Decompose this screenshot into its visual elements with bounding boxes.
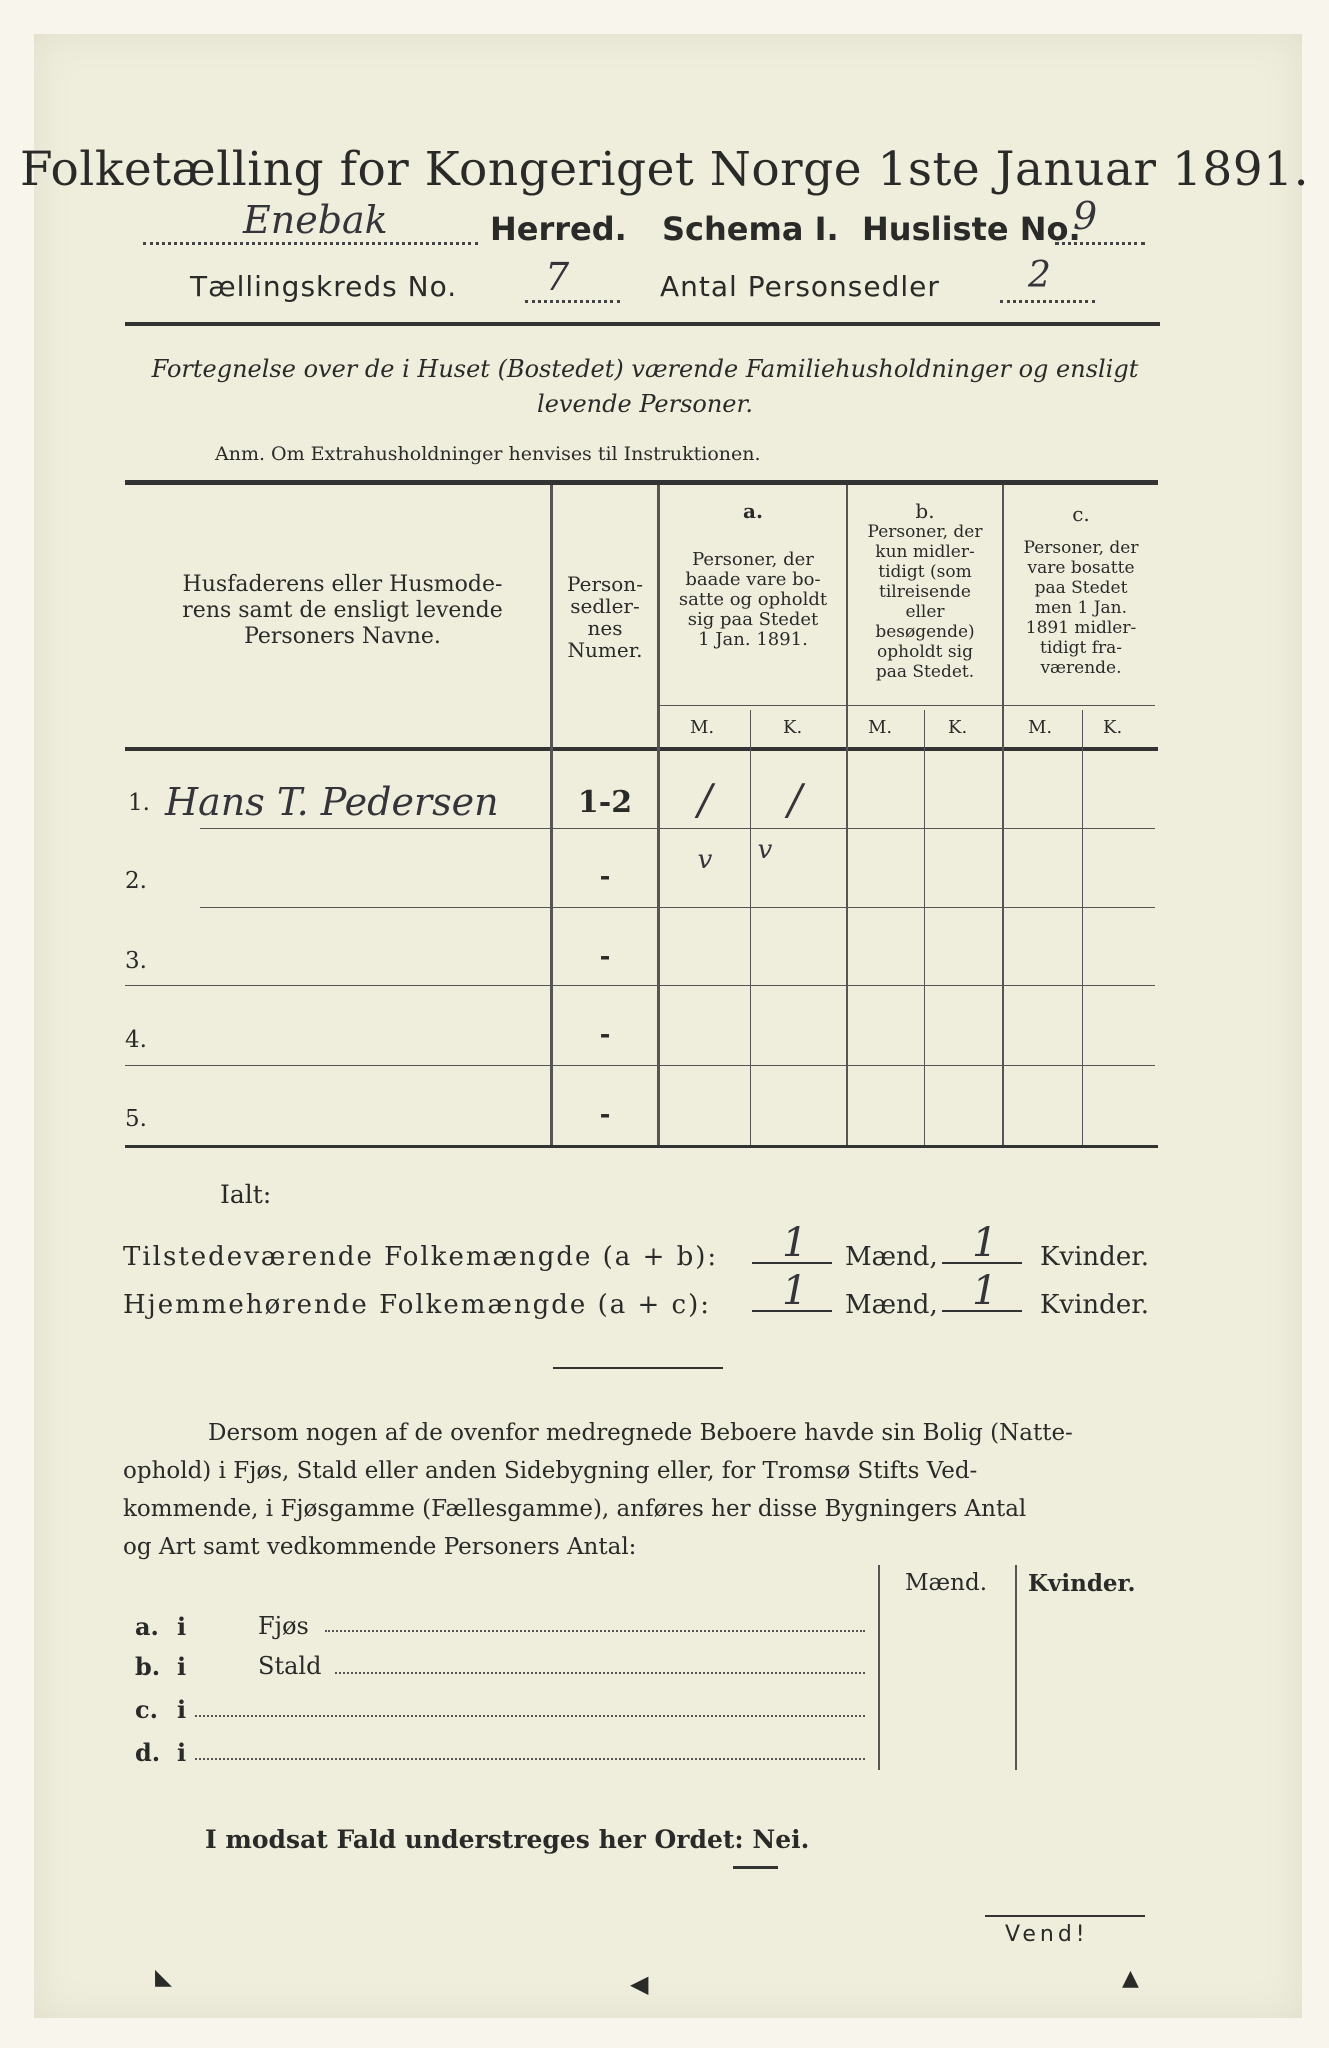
row-a-m: / [697, 775, 713, 824]
hjemme-kvinder-field [942, 1268, 1022, 1314]
row-number: 3. [125, 948, 147, 974]
personsedler-value: 2 [1028, 255, 1051, 296]
kvinder-label: Kvinder. [1040, 1290, 1150, 1320]
herred-value: Enebak [243, 198, 388, 242]
section-divider [553, 1367, 723, 1369]
tilstede-maend: 1 [782, 1220, 808, 1266]
header-rule [125, 322, 1160, 326]
col-c-header: Personer, der vare bosatte paa Stedet men 1 Jan. 1891 midler- tidigt fra- værende. [1023, 538, 1139, 678]
anm-note: Anm. Om Extrahusholdninger henvises til Instruktionen. [215, 443, 761, 465]
maend-label: Mænd, [845, 1290, 938, 1320]
census-form-sheet [34, 34, 1302, 2018]
hjemme-maend-field [752, 1268, 832, 1314]
vend-text: Vend! [1005, 1922, 1089, 1947]
col-divider [750, 710, 751, 1145]
intro-line2: levende Personer. [537, 390, 753, 418]
herred-label: Herred. [490, 210, 627, 248]
kreds-value: 7 [545, 255, 570, 299]
col-divider [924, 710, 925, 1145]
nei-underline [733, 1866, 778, 1869]
row-sedler: 1-2 [577, 785, 633, 820]
table-bottom-rule [125, 1145, 1158, 1148]
col-c-letter: c. [1072, 502, 1090, 526]
row-a-m: v [697, 845, 713, 875]
a-m-label: M. [690, 717, 715, 738]
col-num-header: Person- sedler- nes Numer. [567, 572, 643, 662]
col-a-letter: a. [743, 499, 763, 523]
b-m-label: M. [868, 717, 893, 738]
row-number: 5. [125, 1106, 147, 1132]
corner-mark-icon: ◀ [630, 1970, 649, 1998]
c-k-label: K. [1103, 717, 1123, 738]
buildings-maend-header: Mænd. [905, 1570, 988, 1596]
col-divider [846, 485, 848, 1145]
col-b-header: Personer, der kun midler- tidigt (som tilreisende eller besøgende) opholdt sig paa Stedet. [867, 522, 983, 682]
tilstede-kvinder: 1 [972, 1220, 998, 1266]
kreds-field [525, 255, 620, 303]
col-divider [657, 485, 660, 1145]
b-k-label: K. [948, 717, 968, 738]
personsedler-label: Antal Personsedler [660, 270, 940, 303]
tilstede-maend-field [752, 1220, 832, 1266]
row-sedler: - [599, 862, 611, 892]
row-number: 4. [125, 1027, 147, 1053]
corner-mark-icon: ▲ [1122, 1966, 1139, 1991]
row-rule [200, 828, 1155, 829]
buildings-divider [1015, 1565, 1017, 1770]
col-b-letter: b. [915, 499, 935, 523]
row-rule [125, 1065, 1155, 1066]
kreds-label: Tællingskreds No. [190, 270, 458, 303]
col-a-header: Personer, der baade vare bo- satte og opholdt sig paa Stedet 1 Jan. 1891. [678, 549, 828, 650]
row-number: 1. [128, 790, 150, 816]
intro-line1: Fortegnelse over de i Huset (Bostedet) værende Familiehusholdninger og ensligt [151, 355, 1139, 383]
row-rule [125, 985, 1155, 986]
maend-label: Mænd, [845, 1242, 938, 1272]
hjemme-kvinder: 1 [972, 1268, 998, 1314]
row-sedler: - [599, 1100, 611, 1130]
ialt-label: Ialt: [220, 1180, 272, 1209]
a-k-label: K. [783, 717, 803, 738]
tilstede-kvinder-field [942, 1220, 1022, 1266]
row-a-k: v [757, 835, 773, 865]
mk-rule [660, 705, 1155, 706]
buildings-kvinder-header: Kvinder. [1028, 1570, 1136, 1597]
col-divider [1082, 710, 1083, 1145]
husliste-field [1055, 194, 1145, 245]
col-divider [550, 485, 553, 1145]
husliste-value: 9 [1073, 194, 1098, 238]
corner-mark-icon: ◣ [155, 1965, 172, 1990]
tilstede-label: Tilstedeværende Folkemængde (a + b): [123, 1242, 719, 1272]
row-sedler: - [599, 1020, 611, 1050]
row-rule [200, 907, 1155, 908]
personsedler-field [1000, 255, 1095, 303]
herred-field [143, 198, 478, 245]
husliste-label: Husliste No. [862, 210, 1081, 248]
row-name: Hans T. Pedersen [165, 780, 499, 824]
kvinder-label: Kvinder. [1040, 1242, 1150, 1272]
vend-rule [985, 1915, 1145, 1917]
col-name-header: Husfaderens eller Husmode- rens samt de ensligt levende Personers Navne. [182, 572, 503, 649]
c-m-label: M. [1028, 717, 1053, 738]
col-divider [1002, 485, 1004, 1145]
form-title: Folketælling for Kongeriget Norge 1ste Januar 1891. [19, 142, 1310, 197]
row-a-k: / [787, 775, 803, 824]
row-sedler: - [599, 942, 611, 972]
schema-label: Schema I. [662, 210, 839, 248]
modsat-fald-text: I modsat Fald understreges her Ordet: Nei. [205, 1825, 810, 1854]
hjemme-maend: 1 [782, 1268, 808, 1314]
buildings-divider [878, 1565, 880, 1770]
instruction-paragraph: Dersom nogen af de ovenfor medregnede Beboere havde sin Bolig (Natte- ophold) i Fjøs, Stald eller anden Sidebygning eller, for Tromsø Stifts Ved- kommende, i Fjøsgamme (Fællesgamme), anføres her disse Bygningers Antal og Art samt vedkommende Personers Antal: [123, 1420, 1073, 1560]
row-number: 2. [125, 868, 147, 894]
hjemme-label: Hjemmehørende Folkemængde (a + c): [123, 1290, 711, 1320]
